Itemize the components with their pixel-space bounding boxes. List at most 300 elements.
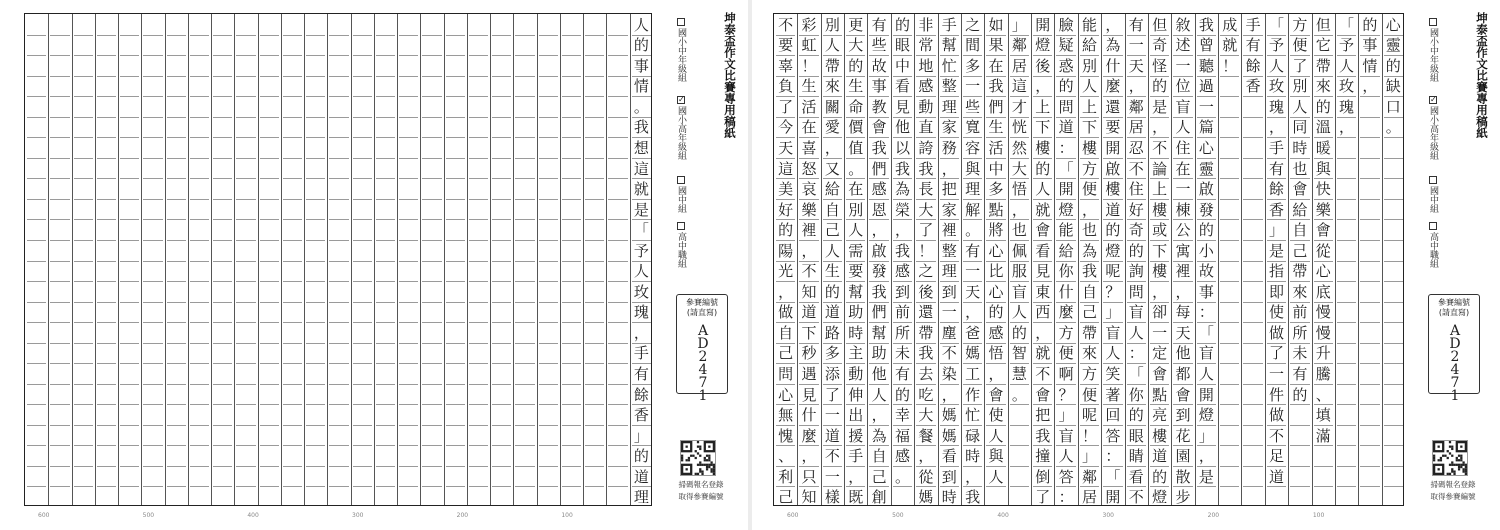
- handwritten-char: ，: [1011, 200, 1027, 219]
- column-divider: [95, 14, 96, 505]
- cell-divider: [515, 178, 534, 179]
- handwritten-char: 給: [1081, 36, 1097, 55]
- handwritten-char: 使: [1268, 303, 1284, 322]
- cell-divider: [492, 137, 511, 138]
- cell-divider: [353, 117, 372, 118]
- handwritten-char: 帶: [1315, 56, 1331, 75]
- cell-divider: [399, 445, 418, 446]
- cell-divider: [236, 466, 255, 467]
- cell-divider: [167, 425, 186, 426]
- cell-divider: [329, 117, 348, 118]
- handwritten-char: 心: [1385, 15, 1401, 34]
- handwritten-char: 到: [941, 467, 957, 486]
- cell-divider: [562, 363, 581, 364]
- handwritten-char: ，: [848, 467, 864, 486]
- cell-divider: [562, 35, 581, 36]
- checkbox-icon[interactable]: [677, 176, 685, 184]
- handwritten-char: 道: [633, 467, 649, 486]
- handwritten-char: 寓: [1175, 241, 1191, 260]
- cell-divider: [585, 281, 604, 282]
- cell-divider: [446, 240, 465, 241]
- handwritten-char: 「: [1105, 467, 1121, 486]
- handwritten-char: 亮: [1152, 406, 1168, 425]
- cell-divider: [515, 35, 534, 36]
- category-option[interactable]: [674, 222, 686, 268]
- column-divider: [490, 14, 491, 505]
- cell-divider: [376, 425, 395, 426]
- handwritten-char: 然: [1011, 139, 1027, 158]
- handwritten-char: 己: [778, 344, 794, 363]
- handwritten-char: 暖: [1315, 139, 1331, 158]
- handwritten-char: 著: [1105, 385, 1121, 404]
- cell-divider: [143, 219, 162, 220]
- handwritten-char: 命: [848, 97, 864, 116]
- cell-divider: [143, 117, 162, 118]
- cell-divider: [422, 55, 441, 56]
- column-divider: [281, 14, 282, 505]
- handwritten-char: 麼: [1105, 77, 1121, 96]
- cell-divider: [562, 76, 581, 77]
- handwritten-char: 的: [1362, 15, 1378, 34]
- cell-divider: [50, 35, 69, 36]
- handwritten-char: 帶: [1292, 262, 1308, 281]
- cell-divider: [446, 384, 465, 385]
- category-option[interactable]: [674, 18, 686, 82]
- cell-divider: [422, 158, 441, 159]
- handwritten-char: 燈: [1035, 36, 1051, 55]
- handwritten-char: 如: [988, 15, 1004, 34]
- handwritten-char: 口: [1385, 97, 1401, 116]
- cell-divider: [190, 137, 209, 138]
- handwritten-char: 作: [965, 385, 981, 404]
- handwritten-char: 需: [848, 241, 864, 260]
- handwritten-char: 別: [824, 15, 840, 34]
- handwritten-char: 樣: [824, 488, 840, 507]
- cell-divider: [27, 158, 46, 159]
- cell-divider: [469, 117, 488, 118]
- cell-divider: [283, 404, 302, 405]
- cell-divider: [74, 425, 93, 426]
- entry-number-box: [676, 294, 728, 404]
- cell-divider: [492, 35, 511, 36]
- handwritten-char: 帶: [918, 323, 934, 342]
- handwritten-char: 手: [633, 344, 649, 363]
- qr-code-icon[interactable]: [1432, 440, 1468, 476]
- category-option-label: 國小高年級組: [676, 106, 686, 160]
- cell-divider: [27, 178, 46, 179]
- handwritten-char: 「: [1198, 323, 1214, 342]
- handwritten-char: 這: [633, 159, 649, 178]
- cell-divider: [585, 117, 604, 118]
- handwritten-char: 忙: [941, 56, 957, 75]
- cell-divider: [50, 178, 69, 179]
- cell-divider: [213, 261, 232, 262]
- column-divider: [467, 14, 468, 505]
- cell-divider: [260, 137, 279, 138]
- cell-divider: [306, 240, 325, 241]
- checkbox-icon[interactable]: [677, 18, 685, 26]
- handwritten-char: 眼: [1128, 426, 1144, 445]
- handwritten-char: 盲: [1011, 282, 1027, 301]
- cell-divider: [167, 178, 186, 179]
- handwritten-char: 直: [918, 118, 934, 137]
- handwritten-char: ，: [1105, 15, 1121, 34]
- handwritten-char: 玫: [1339, 77, 1355, 96]
- cell-divider: [167, 219, 186, 220]
- handwritten-char: 與: [988, 447, 1004, 466]
- handwritten-char: 不: [941, 344, 957, 363]
- cell-divider: [260, 158, 279, 159]
- handwritten-char: 裡: [941, 221, 957, 240]
- handwritten-char: 好: [778, 200, 794, 219]
- cell-divider: [446, 35, 465, 36]
- cell-divider: [97, 302, 116, 303]
- cell-divider: [608, 178, 627, 179]
- handwritten-char: 的: [1035, 159, 1051, 178]
- handwritten-char: 秒: [801, 344, 817, 363]
- handwritten-char: 人: [848, 221, 864, 240]
- cell-divider: [353, 137, 372, 138]
- handwritten-char: 人: [633, 15, 649, 34]
- cell-divider: [422, 261, 441, 262]
- checkbox-icon[interactable]: [1429, 176, 1437, 184]
- entry-number-char: 7: [698, 375, 708, 391]
- ruler-number: 500: [142, 512, 155, 519]
- handwritten-char: 來: [1292, 282, 1308, 301]
- cell-divider: [469, 404, 488, 405]
- ruler-number: 200: [456, 512, 469, 519]
- cell-divider: [306, 281, 325, 282]
- handwritten-char: 所: [895, 323, 911, 342]
- handwritten-char: 些: [871, 36, 887, 55]
- checkbox-icon[interactable]: [677, 222, 685, 230]
- cell-divider: [329, 363, 348, 364]
- cell-divider: [608, 35, 627, 36]
- handwritten-char: 玫: [633, 282, 649, 301]
- cell-divider: [353, 343, 372, 344]
- handwritten-char: 情: [633, 77, 649, 96]
- category-option-label: 國中組: [1428, 186, 1438, 213]
- cell-divider: [236, 199, 255, 200]
- checkbox-icon[interactable]: [1429, 18, 1437, 26]
- handwritten-char: ，: [1128, 77, 1144, 96]
- category-option[interactable]: [1426, 176, 1438, 213]
- handwritten-char: 上: [1035, 97, 1051, 116]
- cell-divider: [167, 445, 186, 446]
- handwritten-char: 之: [965, 15, 981, 34]
- handwritten-char: 足: [1268, 447, 1284, 466]
- cell-divider: [213, 466, 232, 467]
- handwritten-char: ，: [778, 282, 794, 301]
- handwritten-char: 聽: [1198, 56, 1214, 75]
- handwritten-char: 麼: [801, 426, 817, 445]
- cell-divider: [329, 219, 348, 220]
- handwritten-char: 哀: [801, 180, 817, 199]
- cell-divider: [329, 322, 348, 323]
- cell-divider: [213, 76, 232, 77]
- handwritten-char: 手: [941, 15, 957, 34]
- handwritten-char: 故: [871, 56, 887, 75]
- handwritten-char: 鄰: [1011, 36, 1027, 55]
- handwritten-char: 快: [1315, 180, 1331, 199]
- cell-divider: [446, 96, 465, 97]
- cell-divider: [562, 425, 581, 426]
- cell-divider: [608, 158, 627, 159]
- handwritten-char: 就: [1035, 344, 1051, 363]
- cell-divider: [469, 281, 488, 282]
- cell-divider: [260, 404, 279, 405]
- handwritten-char: 自: [824, 200, 840, 219]
- cell-divider: [329, 55, 348, 56]
- cell-divider: [50, 384, 69, 385]
- cell-divider: [492, 219, 511, 220]
- handwritten-char: 想: [633, 139, 649, 158]
- handwritten-char: 燈: [1198, 406, 1214, 425]
- category-option[interactable]: [674, 176, 686, 213]
- handwritten-char: 餘: [1268, 180, 1284, 199]
- handwritten-char: 的: [1315, 97, 1331, 116]
- cell-divider: [283, 219, 302, 220]
- handwritten-char: 」: [1268, 221, 1284, 240]
- cell-divider: [27, 117, 46, 118]
- handwritten-char: 果: [988, 36, 1004, 55]
- handwritten-char: 瑰: [633, 303, 649, 322]
- cell-divider: [143, 199, 162, 200]
- handwritten-char: 會: [1175, 385, 1191, 404]
- cell-divider: [74, 322, 93, 323]
- cell-divider: [50, 158, 69, 159]
- cell-divider: [539, 158, 558, 159]
- cell-divider: [515, 404, 534, 405]
- handwritten-char: 看: [941, 447, 957, 466]
- category-option[interactable]: [1426, 96, 1438, 160]
- column-divider: [606, 14, 607, 505]
- handwritten-char: 工: [965, 364, 981, 383]
- handwritten-char: 在: [1175, 159, 1191, 178]
- handwritten-char: 樓: [1035, 139, 1051, 158]
- handwritten-char: 有: [633, 364, 649, 383]
- handwritten-char: 居: [1128, 118, 1144, 137]
- cell-divider: [260, 117, 279, 118]
- handwritten-char: 便: [1081, 385, 1097, 404]
- cell-divider: [97, 486, 116, 487]
- handwritten-char: ，: [988, 364, 1004, 383]
- handwritten-char: 缺: [1385, 77, 1401, 96]
- handwritten-char: 事: [1198, 282, 1214, 301]
- handwritten-char: 人: [1058, 447, 1074, 466]
- handwritten-char: 盲: [1198, 344, 1214, 363]
- cell-divider: [283, 486, 302, 487]
- handwritten-char: 園: [1175, 447, 1191, 466]
- ruler-number: 100: [561, 512, 573, 519]
- handwritten-char: 伸: [848, 385, 864, 404]
- cell-divider: [329, 486, 348, 487]
- cell-divider: [97, 363, 116, 364]
- cell-divider: [306, 55, 325, 56]
- cell-divider: [399, 96, 418, 97]
- category-option[interactable]: [1426, 222, 1438, 268]
- handwritten-char: ，: [1152, 118, 1168, 137]
- manuscript-sheet-page-2: [0, 0, 748, 530]
- cell-divider: [585, 404, 604, 405]
- entry-number-char: 2: [1450, 349, 1460, 365]
- handwritten-char: ，: [941, 159, 957, 178]
- handwritten-char: 東: [1035, 282, 1051, 301]
- cell-divider: [446, 199, 465, 200]
- category-option-label: 國小中年級組: [676, 28, 686, 82]
- cell-divider: [190, 55, 209, 56]
- cell-divider: [539, 343, 558, 344]
- cell-divider: [353, 302, 372, 303]
- handwritten-char: 眼: [895, 36, 911, 55]
- qr-code-icon[interactable]: [680, 440, 716, 476]
- cell-divider: [539, 55, 558, 56]
- handwritten-char: 們: [988, 97, 1004, 116]
- cell-divider: [399, 486, 418, 487]
- handwritten-char: 給: [1292, 200, 1308, 219]
- cell-divider: [608, 302, 627, 303]
- column-divider: [188, 14, 189, 505]
- handwritten-char: 下: [1152, 241, 1168, 260]
- cell-divider: [120, 55, 139, 56]
- cell-divider: [306, 404, 325, 405]
- entry-number-char: 4: [1450, 362, 1460, 378]
- handwritten-char: 給: [1058, 241, 1074, 260]
- handwritten-char: 。: [965, 221, 981, 240]
- cell-divider: [306, 302, 325, 303]
- handwritten-char: 感: [895, 262, 911, 281]
- cell-divider: [50, 76, 69, 77]
- cell-divider: [236, 384, 255, 385]
- handwritten-char: ：: [1105, 447, 1121, 466]
- cell-divider: [608, 199, 627, 200]
- cell-divider: [585, 96, 604, 97]
- cell-divider: [422, 363, 441, 364]
- handwritten-char: 呢: [1081, 406, 1097, 425]
- cell-divider: [329, 425, 348, 426]
- handwritten-char: 我: [871, 282, 887, 301]
- handwritten-char: 我: [918, 344, 934, 363]
- handwritten-char: 負: [778, 77, 794, 96]
- handwritten-char: 未: [895, 344, 911, 363]
- handwritten-char: 生: [801, 77, 817, 96]
- handwritten-char: 助: [848, 303, 864, 322]
- handwritten-char: 人: [1105, 344, 1121, 363]
- cell-divider: [399, 178, 418, 179]
- cell-divider: [515, 322, 534, 323]
- cell-divider: [376, 240, 395, 241]
- entry-number: [1433, 325, 1477, 403]
- cell-divider: [74, 137, 93, 138]
- handwritten-char: 們: [871, 303, 887, 322]
- cell-divider: [120, 158, 139, 159]
- cell-divider: [585, 466, 604, 467]
- cell-divider: [213, 404, 232, 405]
- checkbox-checked-icon[interactable]: ✓: [1430, 95, 1437, 104]
- cell-divider: [469, 240, 488, 241]
- cell-divider: [190, 466, 209, 467]
- cell-divider: [353, 35, 372, 36]
- cell-divider: [167, 261, 186, 262]
- category-option[interactable]: [674, 96, 686, 160]
- handwritten-char: 裡: [1175, 262, 1191, 281]
- handwritten-char: 為: [895, 180, 911, 199]
- cell-divider: [283, 137, 302, 138]
- handwritten-char: 笑: [1105, 364, 1121, 383]
- cell-divider: [97, 55, 116, 56]
- handwritten-char: 敘: [1175, 15, 1191, 34]
- cell-divider: [562, 486, 581, 487]
- cell-divider: [446, 445, 465, 446]
- handwritten-char: 開: [1105, 139, 1121, 158]
- cell-divider: [143, 486, 162, 487]
- cell-divider: [27, 343, 46, 344]
- cell-divider: [306, 117, 325, 118]
- handwritten-char: 人: [1011, 303, 1027, 322]
- cell-divider: [74, 384, 93, 385]
- handwritten-char: 不: [1128, 488, 1144, 507]
- cell-divider: [422, 178, 441, 179]
- handwritten-char: 你: [1058, 262, 1074, 281]
- cell-divider: [562, 466, 581, 467]
- handwritten-char: ？: [1105, 282, 1121, 301]
- cell-divider: [515, 55, 534, 56]
- handwritten-char: 心: [988, 241, 1004, 260]
- handwritten-char: 到: [941, 282, 957, 301]
- cell-divider: [120, 96, 139, 97]
- cell-divider: [27, 219, 46, 220]
- handwritten-char: 」: [1011, 15, 1027, 34]
- cell-divider: [492, 199, 511, 200]
- checkbox-icon[interactable]: [1429, 222, 1437, 230]
- handwritten-char: 成: [1222, 15, 1238, 34]
- handwritten-char: 教: [871, 97, 887, 116]
- handwritten-char: 盲: [1058, 426, 1074, 445]
- handwritten-char: 的: [1152, 77, 1168, 96]
- cell-divider: [353, 178, 372, 179]
- handwritten-char: 了: [918, 221, 934, 240]
- cell-divider: [143, 302, 162, 303]
- cell-divider: [492, 240, 511, 241]
- cell-divider: [562, 343, 581, 344]
- handwritten-char: 餐: [918, 426, 934, 445]
- category-option[interactable]: [1426, 18, 1438, 82]
- cell-divider: [608, 281, 627, 282]
- cell-divider: [143, 343, 162, 344]
- cell-divider: [376, 117, 395, 118]
- handwritten-char: 容: [965, 139, 981, 158]
- cell-divider: [492, 343, 511, 344]
- cell-divider: [283, 199, 302, 200]
- checkbox-checked-icon[interactable]: ✓: [678, 95, 685, 104]
- cell-divider: [515, 96, 534, 97]
- cell-divider: [492, 158, 511, 159]
- column-divider: [513, 14, 514, 505]
- handwritten-char: 點: [1152, 385, 1168, 404]
- entry-number-char: 7: [1450, 375, 1460, 391]
- handwritten-char: 寬: [965, 118, 981, 137]
- cell-divider: [469, 322, 488, 323]
- cell-divider: [539, 425, 558, 426]
- cell-divider: [120, 178, 139, 179]
- handwritten-char: ，: [871, 406, 887, 425]
- qr-caption-2: 取得參賽編號: [678, 492, 724, 501]
- handwritten-char: 帶: [1081, 323, 1097, 342]
- cell-divider: [167, 240, 186, 241]
- handwritten-char: 悟: [988, 344, 1004, 363]
- cell-divider: [50, 281, 69, 282]
- cell-divider: [143, 240, 162, 241]
